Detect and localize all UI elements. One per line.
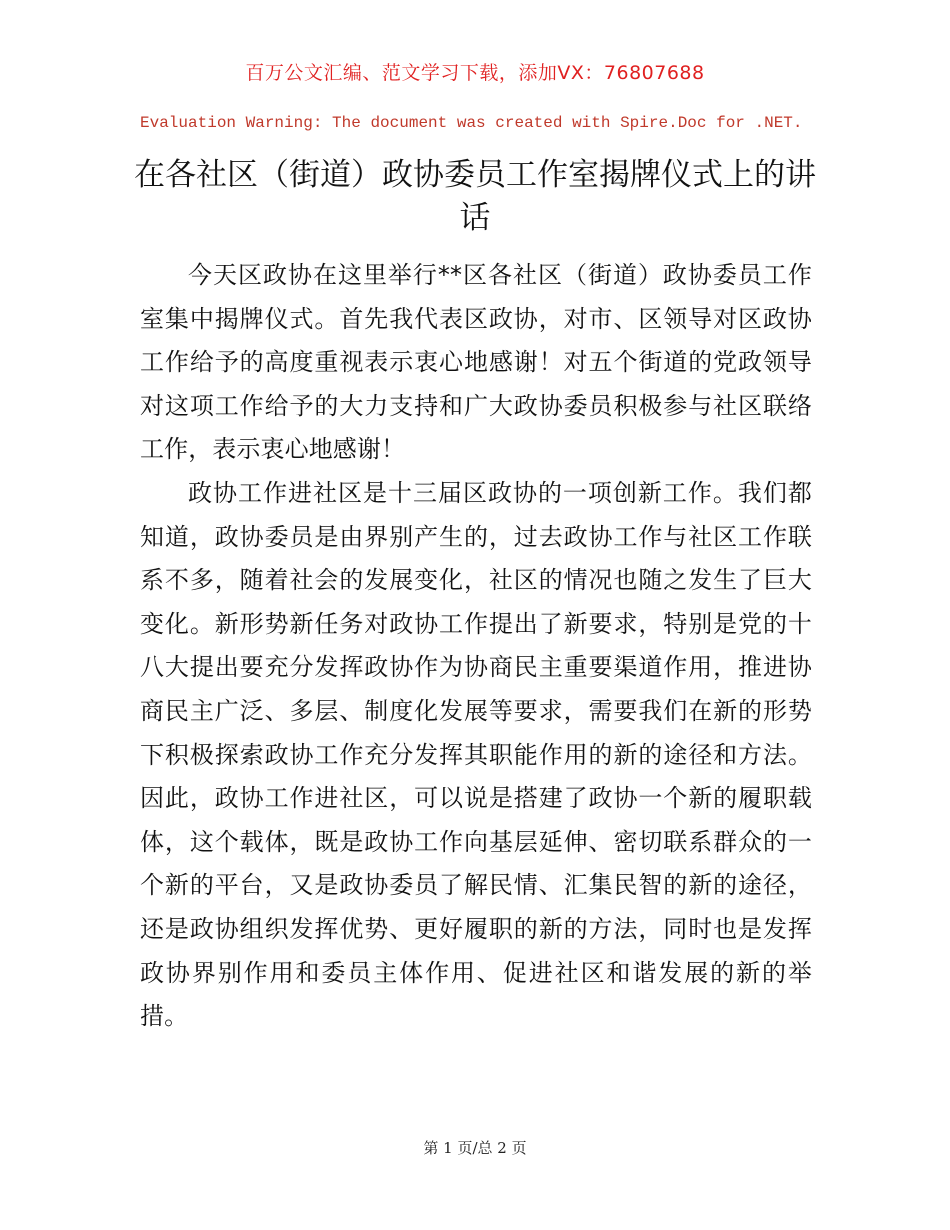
promo-header: 百万公文汇编、范文学习下载，添加VX：76807688 (245, 62, 705, 84)
document-title: 在各社区（街道）政协委员工作室揭牌仪式上的讲话 (134, 157, 816, 236)
document-body (140, 254, 812, 1039)
paragraph-1: 今天区政协在这里举行**区各社区（街道）政协委员工作室集中揭牌仪式。首先我代表区政协，对市、区领导对区政协工作给予的高度重视表示衷心地感谢！对五个街道的党政领导对这项工作给予的大力支持和广大政协委员积极参与社区联络工作，表示衷心地感谢！ (140, 261, 812, 464)
paragraph-2: 政协工作进社区是十三届区政协的一项创新工作。我们都知道，政协委员是由界别产生的，过去政协工作与社区工作联系不多，随着社会的发展变化，社区的情况也随之发生了巨大变化。新形势新任务对政协工作提出了新要求，特别是党的十八大提出要充分发挥政协作为协商民主重要渠道作用，推进协商民主广泛、多层、制度化发展等要求，需要我们在新的形势下积极探索政协工作充分发挥其职能作用的新的途径和方法。因此，政协工作进社区，可以说是搭建了政协一个新的履职载体，这个载体，既是政协工作向基层延伸、密切联系群众的一个新的平台，又是政协委员了解民情、汇集民智的新的途径，还是政协组织发挥优势、更好履职的新的方法，同时也是发挥政协界别作用和委员主体作用、促进社区和谐发展的新的举措。 (140, 478, 812, 1031)
page-footer: 第 1 页/总 2 页 (423, 1139, 527, 1157)
evaluation-warning: Evaluation Warning: The document was created with Spire.Doc for .NET. (140, 114, 803, 132)
